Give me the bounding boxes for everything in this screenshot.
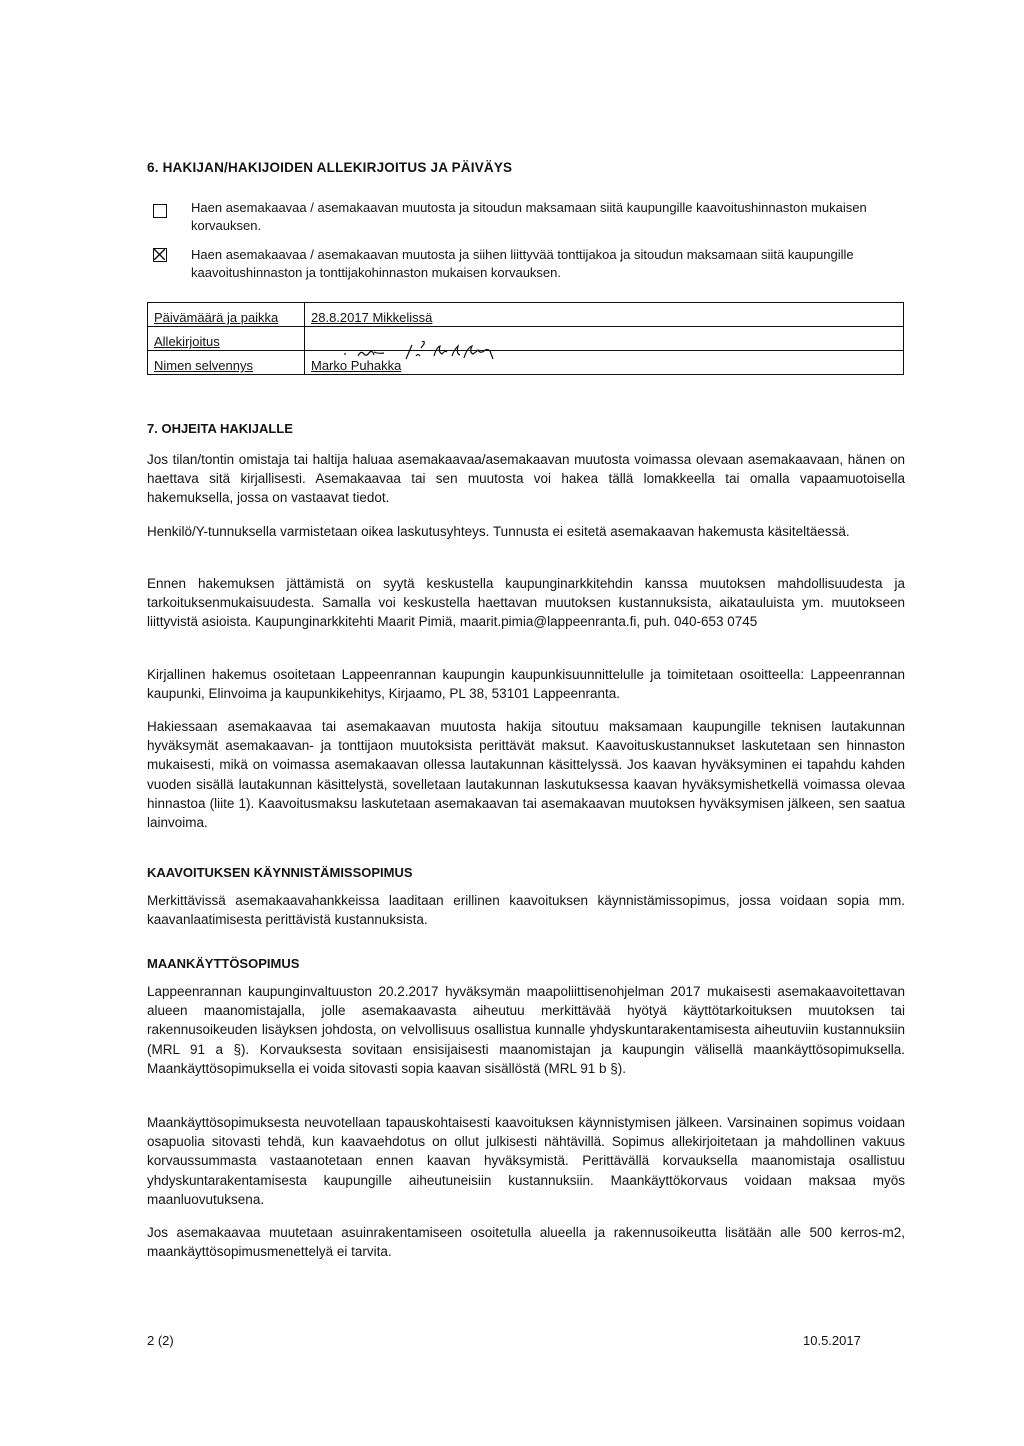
section7-paragraph-1: Jos tilan/tontin omistaja tai haltija haluaa asemakaavaa/asemakaavan muutosta voimassa olevaan asemakaavaan, hänen on haettava sitä kirjallisesti. Asemakaavaa tai sen muutosta voi hakea tällä lomakkeella tai omalla vapaamuotoisella hakemuksella, jossa on vastaavat tiedot. [147, 452, 905, 506]
section6-heading: 6. HAKIJAN/HAKIJOIDEN ALLEKIRJOITUS JA PÄIVÄYS [147, 160, 513, 175]
section7-paragraph-3: Ennen hakemuksen jättämistä on syytä keskustella kaupunginarkkitehdin kanssa muutoksen mahdollisuudesta ja tarkoituksenmukaisuudesta. Samalla voi keskustella haettavan muutoksen kustannuksista, aikatauluista ym. muutokseen liittyvistä asioista. Kaupunginarkkitehti Maarit Pimiä, maarit.pimia@lappeenranta.fi, puh. 040-653 0745 [147, 576, 905, 630]
maankaytto-paragraph-2: Maankäyttösopimuksesta neuvotellaan tapauskohtaisesti kaavoituksen käynnistymisen jälkeen. Varsinainen sopimus voidaan osapuolia sitovasti tehdä, kun kaavaehdotus on ollut julkisesti nähtävillä. Sopimus allekirjoitetaan ja mahdollinen vakuus korvaussummasta vastaanotetaan ennen kaavan hyväksymistä. Perittävällä korvauksella maanomistaja osallistuu yhdyskuntarakentamisesta kaupungille aiheutuneisiin kustannuksiin. Maankäyttökorvaus voidaan maksaa myös maanluovutuksena. [147, 1115, 905, 1207]
name-clarification-label: Nimen selvennys [148, 351, 305, 375]
signature-label: Allekirjoitus [148, 327, 305, 351]
handwritten-signature [318, 330, 548, 366]
checkmark-x-icon [154, 249, 165, 260]
page-number: 2 (2) [147, 1333, 174, 1348]
kaavoitus-paragraph: Merkittävissä asemakaavahankkeissa laaditaan erillinen kaavoituksen käynnistämissopimus, jossa voidaan sopia mm. kaavanlaatimisesta perittävistä kustannuksista. [147, 893, 905, 928]
maankaytto-paragraph-3: Jos asemakaavaa muutetaan asuinrakentamiseen osoitetulla alueella ja rakennusoikeutta lisätään alle 500 kerros-m2, maankäyttösopimusmenettelyä ei tarvita. [147, 1225, 905, 1260]
maankaytto-heading: MAANKÄYTTÖSOPIMUS [147, 956, 300, 971]
section7-paragraph-2: Henkilö/Y-tunnuksella varmistetaan oikea laskutusyhteys. Tunnusta ei esitetä asemakaavan hakemusta käsiteltäessä. [147, 524, 850, 539]
name-clarification-value: Marko Puhakka [305, 351, 904, 375]
footer-date: 10.5.2017 [803, 1333, 861, 1348]
maankaytto-paragraph-1: Lappeenrannan kaupunginvaltuuston 20.2.2017 hyväksymän maapoliittisenohjelman 2017 mukaisesti asemakaavoitettavan alueen maanomistajalla, jolle asemakaavasta aiheutuu merkittävää hyötyä käyttötarkoituksen muutoksen tai rakennusoikeuden lisäyksen johdosta, on velvollisuus osallistua kunnalle yhdyskuntarakentamisesta aiheutuviin kustannuksiin (MRL 91 a §). Korvauksesta sovitaan ensisijaisesti maanomistajan ja kaupungin välisellä maankäyttösopimuksella. Maankäyttösopimuksella ei voida sitovasti sopia kaavan sisällöstä (MRL 91 b §). [147, 984, 905, 1076]
section7-paragraph-4: Kirjallinen hakemus osoitetaan Lappeenrannan kaupungin kaupunkisuunnittelulle ja toimitetaan osoitteella: Lappeenrannan kaupunki, Elinvoima ja kaupunkikehitys, Kirjaamo, PL 38, 53101 Lappeenranta. [147, 667, 905, 702]
kaavoitus-heading: KAAVOITUKSEN KÄYNNISTÄMISSOPIMUS [147, 865, 413, 880]
option2-checkbox[interactable] [153, 248, 167, 262]
date-place-label: Päivämäärä ja paikka [148, 303, 305, 327]
section7-heading: 7. OHJEITA HAKIJALLE [147, 421, 293, 436]
section7-paragraph-5: Hakiessaan asemakaavaa tai asemakaavan muutosta hakija sitoutuu maksamaan kaupungille teknisen lautakunnan hyväksymät asemakaavan- ja tonttijaon muutoksista perittävät maksut. Kaavoituskustannukset laskutetaan sen hinnaston mukaisesti, mikä on voimassa asemakaavan ollessa lautakunnan käsittelyssä. Jos kaavan hyväksyminen ei tapahdu kahden vuoden sisällä lautakunnan käsittelystä, sovelletaan lautakunnan laskutuksessa kaavan hyväksymishetkellä voimassa olevaa hinnastoa (liite 1). Kaavoitusmaksu laskutetaan asemakaavan tai asemakaavan muutoksen hyväksymisen jälkeen, sen saatua lainvoima. [147, 719, 905, 831]
date-place-value: 28.8.2017 Mikkelissä [305, 303, 904, 327]
option2-text: Haen asemakaavaa / asemakaavan muutosta ja siihen liittyvää tonttijakoa ja sitoudun maksamaan siitä kaupungille kaavoitushinnaston ja tonttijakohinnaston mukaisen korvauksen. [191, 247, 854, 280]
option1-checkbox[interactable] [153, 204, 167, 218]
option1-text: Haen asemakaavaa / asemakaavan muutosta ja sitoudun maksamaan siitä kaupungille kaavoitushinnaston mukaisen korvauksen. [191, 200, 867, 233]
